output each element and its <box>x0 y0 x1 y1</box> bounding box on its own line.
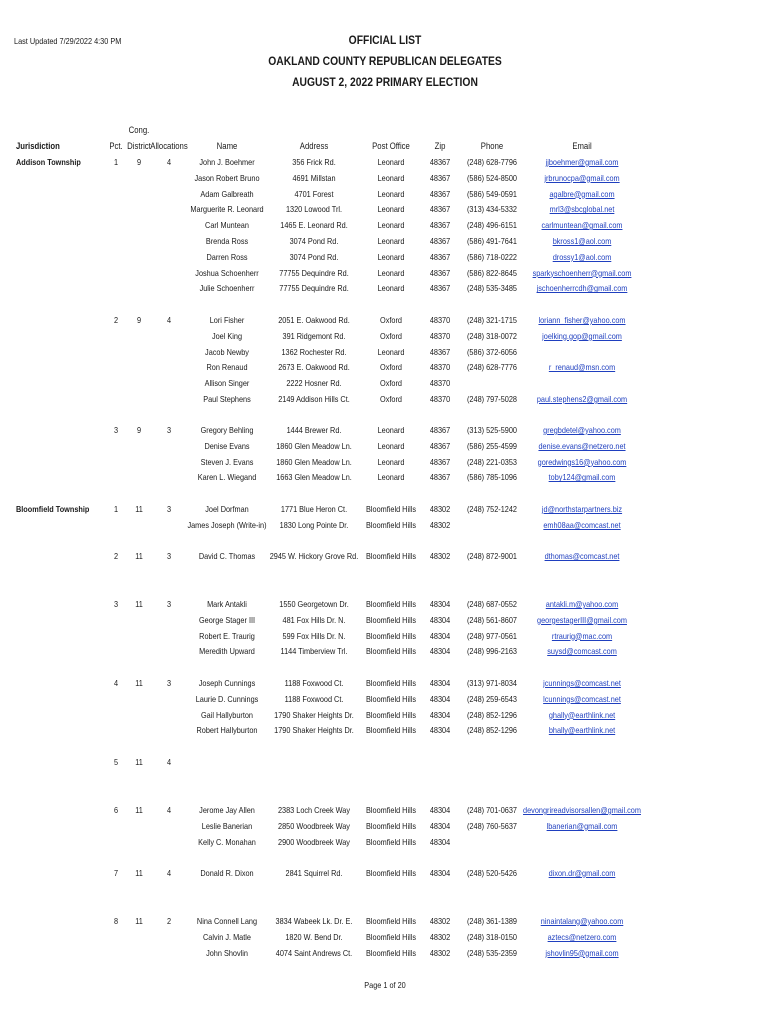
delegate-name: Donald R. Dixon <box>200 868 254 878</box>
delegate-address: 4701 Forest <box>294 188 334 199</box>
title-line-3: AUGUST 2, 2022 PRIMARY ELECTION <box>292 75 478 89</box>
delegate-zip: 48304 <box>429 868 451 878</box>
delegate-zip: 48302 <box>429 916 451 926</box>
delegate-phone: (586) 372-6056 <box>466 346 518 357</box>
delegate-phone: (248) 977-0561 <box>466 630 518 641</box>
delegate-email-link[interactable]: rtraurig@mac.com <box>551 630 613 641</box>
delegate-name: Mark Antakli <box>207 599 247 609</box>
last-updated: Last Updated 7/29/2022 4:30 PM <box>14 36 122 46</box>
delegate-phone: (248) 321-1715 <box>466 315 518 325</box>
delegate-zip: 48367 <box>429 425 451 435</box>
delegate-email-link[interactable]: jshovlin95@gmail.com <box>545 947 619 958</box>
allocation-count: 4 <box>166 315 172 325</box>
delegate-email-link[interactable]: ghally@earthlink.net <box>548 709 616 720</box>
delegate-zip: 48370 <box>429 378 451 389</box>
delegate-email-link[interactable]: aztecs@netzero.com <box>547 931 617 942</box>
delegate-name: Darren Ross <box>206 251 248 262</box>
precinct-number: 2 <box>113 551 119 561</box>
delegate-email-link[interactable]: r_renaud@msn.com <box>548 362 616 373</box>
delegate-zip: 48367 <box>429 472 451 483</box>
delegate-po: Leonard <box>377 251 405 262</box>
delegate-po: Leonard <box>377 283 405 294</box>
delegate-name: Nina Connell Lang <box>196 916 258 926</box>
delegate-po: Bloomfield Hills <box>366 504 416 514</box>
delegate-email-link[interactable]: mrl3@sbcglobal.net <box>549 204 615 215</box>
delegate-phone: (248) 852-1296 <box>466 725 518 736</box>
delegate-email-link[interactable]: joelking.gop@gmail.com <box>542 330 622 341</box>
delegate-po: Leonard <box>377 157 405 167</box>
delegate-phone: (248) 361-1389 <box>466 916 518 926</box>
delegate-address: 1790 Shaker Heights Dr. <box>274 725 354 736</box>
delegate-address: 2841 Squirrel Rd. <box>285 868 343 878</box>
congressional-district: 11 <box>135 504 143 514</box>
delegate-phone: (248) 535-3485 <box>466 283 518 294</box>
title-line-2: OAKLAND COUNTY REPUBLICAN DELEGATES <box>268 54 502 68</box>
delegate-po: Bloomfield Hills <box>366 646 416 657</box>
delegate-name: Calvin J. Matle <box>203 931 251 942</box>
delegate-address: 1188 Foxwood Ct. <box>284 678 344 688</box>
delegate-email-link[interactable]: carlmuntean@gmail.com <box>541 220 623 231</box>
congressional-district: 11 <box>135 599 143 609</box>
delegate-name: Joel Dorfman <box>205 504 249 514</box>
delegate-zip: 48367 <box>429 220 451 231</box>
delegate-zip: 48367 <box>429 172 451 183</box>
congressional-district: 9 <box>136 157 142 167</box>
delegate-email-link[interactable]: bhally@earthlink.net <box>548 725 616 736</box>
delegate-name: Adam Galbreath <box>200 188 254 199</box>
precinct-number: 3 <box>113 425 119 435</box>
delegate-phone: (248) 259-6543 <box>466 693 518 704</box>
delegate-address: 2222 Hosner Rd. <box>286 378 342 389</box>
delegate-address: 3074 Pond Rd. <box>289 236 339 246</box>
delegate-phone: (248) 701-0637 <box>466 805 518 815</box>
delegate-address: 1465 E. Leonard Rd. <box>280 220 348 231</box>
delegate-email-link[interactable]: devongrireadvisorsallen@gmail.com <box>523 805 641 815</box>
delegate-po: Bloomfield Hills <box>366 725 416 736</box>
delegate-phone: (248) 872-9001 <box>466 551 518 561</box>
delegate-email-link[interactable]: lcunnings@comcast.net <box>543 693 621 704</box>
precinct-number: 1 <box>113 504 119 514</box>
delegate-po: Bloomfield Hills <box>366 709 416 720</box>
delegate-email-link[interactable]: georgestagerIII@gmail.com <box>537 614 627 625</box>
delegate-zip: 48302 <box>429 931 451 942</box>
delegate-zip: 48370 <box>429 330 451 341</box>
allocation-count: 3 <box>166 678 172 688</box>
delegate-email-link[interactable]: emh08aa@comcast.net <box>543 519 621 530</box>
delegate-po: Leonard <box>377 236 405 246</box>
delegate-phone: (586) 549-0591 <box>466 188 518 199</box>
delegate-zip: 48304 <box>429 630 451 641</box>
delegate-name: Jason Robert Bruno <box>194 172 260 183</box>
delegate-name: Julie Schoenherr <box>199 283 255 294</box>
delegate-zip: 48367 <box>429 188 451 199</box>
allocation-count: 4 <box>166 868 172 878</box>
delegate-po: Bloomfield Hills <box>366 630 416 641</box>
delegate-po: Bloomfield Hills <box>366 693 416 704</box>
delegate-po: Bloomfield Hills <box>366 916 416 926</box>
delegate-email-link[interactable]: antakli.m@yahoo.com <box>545 599 619 609</box>
delegate-email-link[interactable]: goredwings16@yahoo.com <box>537 456 627 467</box>
delegate-zip: 48367 <box>429 346 451 357</box>
delegate-po: Leonard <box>377 267 405 278</box>
precinct-number: 6 <box>113 805 119 815</box>
delegate-name: John J. Boehmer <box>199 157 255 167</box>
delegate-email-link[interactable]: jd@northstarpartners.biz <box>541 504 623 514</box>
delegate-po: Bloomfield Hills <box>366 551 416 561</box>
delegate-name: Joseph Cunnings <box>198 678 256 688</box>
delegate-name: Ron Renaud <box>206 362 248 373</box>
delegate-address: 2850 Woodbreek Way <box>278 820 350 831</box>
delegate-zip: 48370 <box>429 315 451 325</box>
delegate-email-link[interactable]: jschoenherrcdh@gmail.com <box>536 283 628 294</box>
delegate-phone: (248) 221-0353 <box>466 456 518 467</box>
delegate-po: Bloomfield Hills <box>366 836 416 847</box>
delegate-name: Gregory Behling <box>200 425 254 435</box>
delegate-name: Allison Singer <box>204 378 250 389</box>
delegate-name: Paul Stephens <box>203 394 251 404</box>
delegate-phone: (248) 760-5637 <box>466 820 518 831</box>
delegate-zip: 48304 <box>429 693 451 704</box>
delegate-phone: (248) 996-2163 <box>466 646 518 657</box>
delegate-phone: (313) 971-8034 <box>466 678 518 688</box>
delegate-address: 1444 Brewer Rd. <box>286 425 342 435</box>
congressional-district: 11 <box>135 868 143 878</box>
delegate-address: 3074 Pond Rd. <box>289 251 339 262</box>
delegate-address: 1144 Timberview Trl. <box>280 646 348 657</box>
delegate-email-link[interactable]: jjboehmer@gmail.com <box>545 157 619 167</box>
delegate-address: 4691 Millstan <box>292 172 336 183</box>
delegate-address: 1790 Shaker Heights Dr. <box>274 709 354 720</box>
delegate-phone: (313) 525-5900 <box>466 425 518 435</box>
delegate-name: Kelly C. Monahan <box>198 836 256 847</box>
delegate-phone: (248) 628-7776 <box>466 362 518 373</box>
delegate-phone: (248) 496-6151 <box>466 220 518 231</box>
delegate-po: Bloomfield Hills <box>366 614 416 625</box>
delegate-phone: (586) 255-4599 <box>466 440 518 451</box>
delegate-address: 77755 Dequindre Rd. <box>279 267 349 278</box>
delegate-email-link[interactable]: lbanerian@gmail.com <box>546 820 618 831</box>
header-jurisdiction: Jurisdiction <box>16 141 60 151</box>
delegate-address: 2051 E. Oakwood Rd. <box>278 315 350 325</box>
delegate-address: 391 Ridgemont Rd. <box>282 330 346 341</box>
delegate-email-link[interactable]: sparkyschoenherr@gmail.com <box>532 267 632 278</box>
header-address: Address <box>299 141 329 151</box>
delegate-email-link[interactable]: jcunnings@comcast.net <box>543 678 621 688</box>
delegate-name: Steven J. Evans <box>200 456 254 467</box>
header-email: Email <box>572 141 592 151</box>
delegate-address: 2945 W. Hickory Grove Rd. <box>269 551 359 561</box>
delegate-po: Leonard <box>377 456 405 467</box>
header-pct: Pct. <box>109 141 123 151</box>
congressional-district: 11 <box>135 551 143 561</box>
delegate-email-link[interactable]: suysd@comcast.com <box>547 646 617 657</box>
delegate-po: Leonard <box>377 204 405 215</box>
delegate-name: George Stager III <box>198 614 256 625</box>
delegate-po: Bloomfield Hills <box>366 868 416 878</box>
header-allocations: Allocations <box>150 141 188 151</box>
delegate-po: Leonard <box>377 188 405 199</box>
congressional-district: 11 <box>135 757 143 767</box>
page-footer: Page 1 of 20 <box>364 980 406 990</box>
jurisdiction-label: Addison Township <box>16 157 81 167</box>
delegate-email-link[interactable]: bkross1@aol.com <box>552 236 612 246</box>
precinct-number: 3 <box>113 599 119 609</box>
delegate-zip: 48370 <box>429 394 451 404</box>
delegate-name: Jacob Newby <box>205 346 249 357</box>
delegate-phone: (586) 491-7641 <box>466 236 518 246</box>
delegate-po: Leonard <box>377 220 405 231</box>
delegate-zip: 48304 <box>429 709 451 720</box>
delegate-phone: (248) 318-0072 <box>466 330 518 341</box>
congressional-district: 11 <box>135 916 143 926</box>
delegate-email-link[interactable]: dthomas@comcast.net <box>544 551 620 561</box>
delegate-name: Leslie Banerian <box>201 820 253 831</box>
delegate-phone: (248) 628-7796 <box>466 157 518 167</box>
delegate-address: 1860 Glen Meadow Ln. <box>276 440 352 451</box>
header-zip: Zip <box>434 141 446 151</box>
delegate-address: 1663 Glen Meadow Ln. <box>276 472 352 483</box>
delegate-po: Leonard <box>377 172 405 183</box>
allocation-count: 2 <box>166 916 172 926</box>
delegate-po: Bloomfield Hills <box>366 820 416 831</box>
precinct-number: 4 <box>113 678 119 688</box>
delegate-name: Jerome Jay Allen <box>199 805 255 815</box>
delegate-po: Oxford <box>380 362 402 373</box>
delegate-phone: (248) 561-8607 <box>466 614 518 625</box>
delegate-email-link[interactable]: gregbdetel@yahoo.com <box>543 425 621 435</box>
delegate-po: Bloomfield Hills <box>366 947 416 958</box>
delegate-zip: 48304 <box>429 678 451 688</box>
delegate-zip: 48304 <box>429 805 451 815</box>
delegate-phone: (248) 520-5426 <box>466 868 518 878</box>
delegate-po: Leonard <box>377 346 405 357</box>
delegate-name: Brenda Ross <box>205 236 249 246</box>
delegate-address: 2383 Loch Creek Way <box>277 805 351 815</box>
allocation-count: 4 <box>166 757 172 767</box>
delegate-phone: (248) 535-2359 <box>466 947 518 958</box>
delegate-address: 481 Fox Hills Dr. N. <box>282 614 346 625</box>
delegate-address: 1188 Foxwood Ct. <box>284 693 344 704</box>
delegate-address: 1860 Glen Meadow Ln. <box>276 456 352 467</box>
congressional-district: 9 <box>136 425 142 435</box>
congressional-district: 9 <box>136 315 142 325</box>
delegate-zip: 48367 <box>429 236 451 246</box>
delegate-phone: (248) 852-1296 <box>466 709 518 720</box>
delegate-zip: 48304 <box>429 836 451 847</box>
congressional-district: 11 <box>135 678 143 688</box>
delegate-name: Robert E. Traurig <box>199 630 255 641</box>
header-phone: Phone <box>480 141 504 151</box>
delegate-phone: (248) 687-0552 <box>466 599 518 609</box>
delegate-email-link[interactable]: drossy1@aol.com <box>552 251 612 262</box>
delegate-address: 3834 Wabeek Lk. Dr. E. <box>275 916 353 926</box>
congressional-district: 11 <box>135 805 143 815</box>
delegate-name: Joel King <box>211 330 243 341</box>
delegate-po: Oxford <box>380 330 402 341</box>
allocation-count: 3 <box>166 504 172 514</box>
allocation-count: 3 <box>166 599 172 609</box>
header-cong: Cong. <box>128 125 150 135</box>
delegate-address: 1362 Rochester Rd. <box>281 346 347 357</box>
delegate-address: 2673 E. Oakwood Rd. <box>278 362 350 373</box>
delegate-name: Lori Fisher <box>209 315 245 325</box>
allocation-count: 3 <box>166 551 172 561</box>
precinct-number: 5 <box>113 757 119 767</box>
delegate-phone: (586) 822-8645 <box>466 267 518 278</box>
delegate-address: 1830 Long Pointe Dr. <box>279 519 349 530</box>
delegate-po: Bloomfield Hills <box>366 599 416 609</box>
delegate-phone: (248) 318-0150 <box>466 931 518 942</box>
delegate-email-link[interactable]: denise.evans@netzero.net <box>538 440 626 451</box>
delegate-zip: 48367 <box>429 204 451 215</box>
delegate-name: Meredith Upward <box>199 646 255 657</box>
delegate-name: Laurie D. Cunnings <box>195 693 259 704</box>
delegate-po: Leonard <box>377 440 405 451</box>
jurisdiction-label: Bloomfield Township <box>16 504 90 514</box>
delegate-phone: (313) 434-5332 <box>466 204 518 215</box>
delegate-email-link[interactable]: ninaintalang@yahoo.com <box>540 916 624 926</box>
delegate-email-link[interactable]: agalbre@gmail.com <box>549 188 615 199</box>
delegate-name: Joshua Schoenherr <box>195 267 259 278</box>
delegate-name: Marguerite R. Leonard <box>190 204 264 215</box>
header-district: District <box>127 141 151 151</box>
delegate-zip: 48367 <box>429 157 451 167</box>
delegate-address: 2149 Addison Hills Ct. <box>278 394 350 404</box>
delegate-phone: (248) 797-5028 <box>466 394 518 404</box>
delegate-email-link[interactable]: toby124@gmail.com <box>548 472 616 483</box>
delegate-zip: 48304 <box>429 725 451 736</box>
delegate-address: 77755 Dequindre Rd. <box>279 283 349 294</box>
delegate-zip: 48367 <box>429 456 451 467</box>
delegate-phone: (586) 785-1096 <box>466 472 518 483</box>
delegate-zip: 48367 <box>429 251 451 262</box>
delegate-phone: (586) 524-8500 <box>466 172 518 183</box>
delegate-zip: 48302 <box>429 551 451 561</box>
delegate-po: Oxford <box>380 378 402 389</box>
delegate-address: 4074 Saint Andrews Ct. <box>275 947 353 958</box>
delegate-zip: 48370 <box>429 362 451 373</box>
delegate-address: 1320 Lowood Trl. <box>285 204 343 215</box>
delegate-zip: 48304 <box>429 614 451 625</box>
delegate-po: Oxford <box>380 315 402 325</box>
delegate-email-link[interactable]: jrbrunocpa@gmail.com <box>544 172 620 183</box>
allocation-count: 3 <box>166 425 172 435</box>
delegate-name: David C. Thomas <box>198 551 256 561</box>
delegate-address: 599 Fox Hills Dr. N. <box>282 630 346 641</box>
delegate-address: 1550 Georgetown Dr. <box>279 599 349 609</box>
delegate-zip: 48302 <box>429 504 451 514</box>
title-line-1: OFFICIAL LIST <box>348 33 422 47</box>
delegate-po: Bloomfield Hills <box>366 519 416 530</box>
delegate-phone: (586) 718-0222 <box>466 251 518 262</box>
precinct-number: 7 <box>113 868 119 878</box>
header-post-office: Post Office <box>372 141 410 151</box>
precinct-number: 2 <box>113 315 119 325</box>
delegate-zip: 48367 <box>429 440 451 451</box>
delegate-zip: 48304 <box>429 646 451 657</box>
delegate-po: Bloomfield Hills <box>366 805 416 815</box>
allocation-count: 4 <box>166 157 172 167</box>
delegate-po: Leonard <box>377 425 405 435</box>
delegate-zip: 48367 <box>429 283 451 294</box>
delegate-email-link[interactable]: paul.stephens2@gmail.com <box>536 394 628 404</box>
delegate-zip: 48304 <box>429 820 451 831</box>
delegate-po: Bloomfield Hills <box>366 678 416 688</box>
delegate-name: Gail Hallyburton <box>200 709 254 720</box>
delegate-name: Carl Muntean <box>205 220 249 231</box>
delegate-name: Karen L. Wiegand <box>197 472 257 483</box>
delegate-address: 1771 Blue Heron Ct. <box>280 504 348 514</box>
delegate-zip: 48302 <box>429 947 451 958</box>
delegate-address: 356 Frick Rd. <box>292 157 336 167</box>
delegate-name: Denise Evans <box>204 440 250 451</box>
precinct-number: 1 <box>113 157 119 167</box>
delegate-email-link[interactable]: loriann_fisher@yahoo.com <box>538 315 626 325</box>
delegate-address: 1820 W. Bend Dr. <box>285 931 343 942</box>
delegate-po: Leonard <box>377 472 405 483</box>
header-name: Name <box>216 141 238 151</box>
delegate-phone: (248) 752-1242 <box>466 504 518 514</box>
delegate-zip: 48367 <box>429 267 451 278</box>
delegate-email-link[interactable]: dixon.dr@gmail.com <box>548 868 616 878</box>
delegate-name: Robert Hallyburton <box>196 725 258 736</box>
precinct-number: 8 <box>113 916 119 926</box>
delegate-name: James Joseph (Write-in) <box>187 519 267 530</box>
delegate-po: Oxford <box>380 394 402 404</box>
delegate-po: Bloomfield Hills <box>366 931 416 942</box>
delegate-zip: 48302 <box>429 519 451 530</box>
delegate-zip: 48304 <box>429 599 451 609</box>
delegate-name: John Shovlin <box>206 947 248 958</box>
delegate-address: 2900 Woodbreek Way <box>278 836 350 847</box>
allocation-count: 4 <box>166 805 172 815</box>
